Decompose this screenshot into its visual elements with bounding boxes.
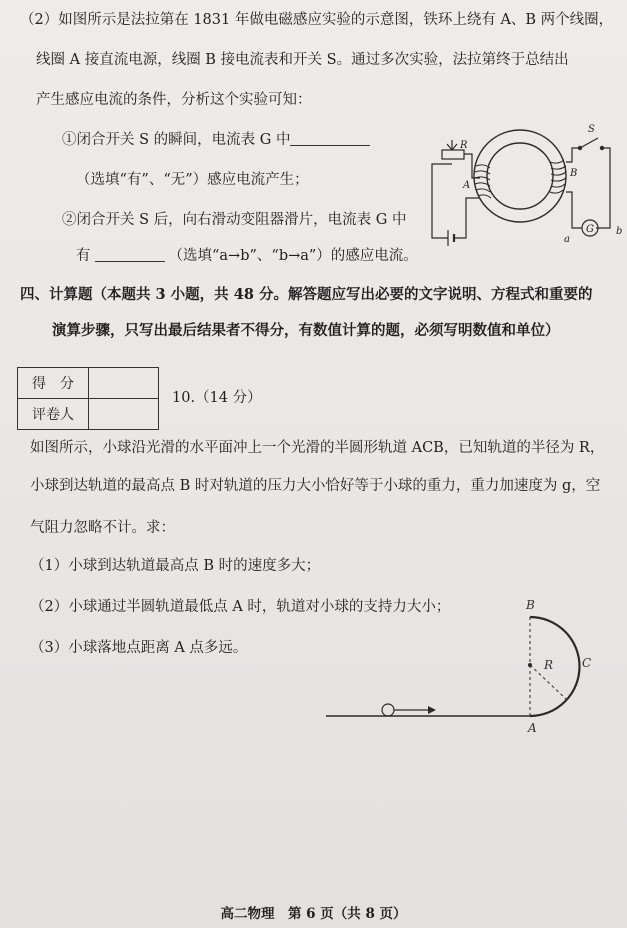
q2-part1-a xyxy=(62,130,370,150)
fig1-label-a: a xyxy=(564,234,570,245)
q2-part2-pre: 有 xyxy=(76,248,91,264)
q2-line2: 线圈 A 接直流电源，线圈 B 接电流表和开关 S。通过多次实验，法拉第终于总结出 xyxy=(36,52,569,68)
q10-line2: 小球到达轨道的最高点 B 时对轨道的压力大小恰好等于小球的重力，重力加速度为 g，空 xyxy=(30,478,601,494)
fig1-label-G: G xyxy=(586,224,594,235)
score-table xyxy=(17,367,159,430)
q2-line1: （2）如图所示是法拉第在 1831 年做电磁感应实验的示意图，铁环上绕有 A、B 两个线圈， xyxy=(20,12,614,28)
fig1-label-B: B xyxy=(570,168,578,179)
q10-line1: 如图所示，小球沿光滑的水平面冲上一个光滑的半圆形轨道 ACB，已知轨道的半径为 R， xyxy=(30,440,605,456)
q10-sub3: （3）小球落地点距离 A 点多远。 xyxy=(30,640,248,656)
answer-blank-1[interactable] xyxy=(290,131,370,146)
answer-blank-2[interactable] xyxy=(95,247,165,262)
fig1-label-A: A xyxy=(463,180,471,191)
fig2-label-B: B xyxy=(526,598,535,612)
grader-cell[interactable] xyxy=(89,399,159,430)
q2-line3: 产生感应电流的条件，分析这个实验可知： xyxy=(36,92,312,108)
q2-part1-text: ①闭合开关 S 的瞬间，电流表 G 中 xyxy=(62,132,291,148)
section4-line1: 四、计算题（本题共 3 小题，共 48 分。解答题应写出必要的文字说明、方程式和重要的 xyxy=(20,286,593,303)
circle-center-dot xyxy=(528,663,532,667)
fig2-label-C: C xyxy=(582,656,592,670)
fig1-label-b: b xyxy=(616,226,623,237)
score-cell[interactable] xyxy=(89,368,159,399)
q10-line3: 气阻力忽略不计。求： xyxy=(30,520,175,536)
fig2-label-R: R xyxy=(544,658,554,672)
q10-sub1: （1）小球到达轨道最高点 B 时的速度多大； xyxy=(30,558,321,574)
q10-sub2: （2）小球通过半圆轨道最低点 A 时，轨道对小球的支持力大小； xyxy=(30,599,451,615)
fig1-label-R: R xyxy=(460,140,468,151)
q2-part2-a: ②闭合开关 S 后，向右滑动变阻器滑片，电流表 G 中 xyxy=(62,212,407,228)
grader-label: 评卷人 xyxy=(18,399,89,430)
q2-part1-b: （选填“有”、“无”）感应电流产生； xyxy=(76,172,309,188)
q2-part2-post: （选填“a→b”、“b→a”）的感应电流。 xyxy=(168,248,418,264)
section4-line2: 演算步骤，只写出最后结果者不得分，有数值计算的题，必须写明数值和单位） xyxy=(52,322,560,339)
fig1-label-S: S xyxy=(588,124,595,135)
q2-part2-b xyxy=(76,246,418,266)
semicircle-track-diagram xyxy=(320,595,590,735)
page-footer: 高二物理 第 6 页（共 8 页） xyxy=(220,906,407,922)
q10-header: 10.（14 分） xyxy=(172,390,262,406)
fig2-label-A: A xyxy=(528,721,537,735)
score-label: 得 分 xyxy=(18,368,89,399)
faraday-ring-diagram xyxy=(420,118,623,248)
